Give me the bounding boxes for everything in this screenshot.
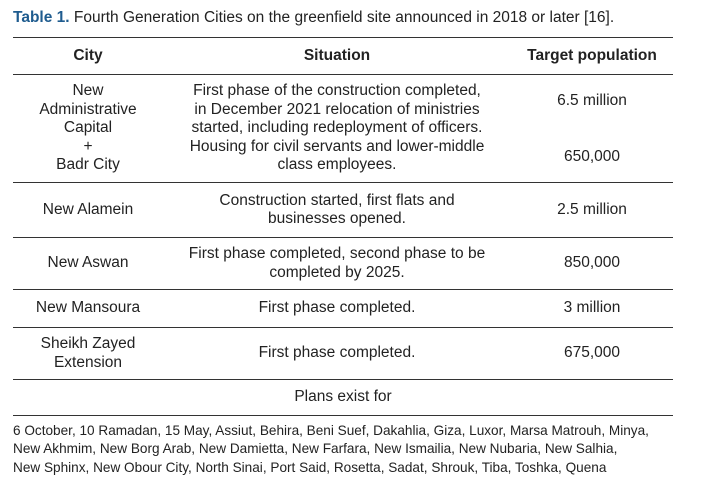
population-value: 6.5 million	[557, 92, 627, 109]
plans-city-line: New Sphinx, New Obour City, North Sinai, Port Said, Rosetta, Sadat, Shrouk, Tiba, Toshka, Quena	[13, 459, 607, 475]
table-row	[13, 328, 673, 380]
city-line: Sheikh Zayed	[40, 335, 136, 352]
situation-cell: First phase completed.	[163, 328, 511, 380]
population-cell: 2.5 million	[511, 183, 673, 238]
situation-line: class employees.	[277, 156, 397, 174]
plans-row	[13, 380, 673, 416]
city-line: Badr City	[56, 156, 120, 174]
table-caption-label: Table 1.	[13, 9, 70, 26]
situation-cell	[163, 183, 511, 238]
table-caption-text: Fourth Generation Cities on the greenfield site announced in 2018 or later [16].	[69, 9, 615, 26]
city-line: Extension	[53, 353, 123, 371]
city-cell: New Aswan	[13, 238, 163, 290]
plans-label: Plans exist for	[13, 380, 673, 416]
city-line: New	[72, 82, 104, 100]
city-line: Administrative	[39, 100, 137, 118]
population-cell: 675,000	[511, 328, 673, 380]
situation-cell: First phase completed.	[163, 290, 511, 328]
city-line: Capital	[63, 119, 113, 137]
city-cell	[13, 75, 163, 183]
table-row	[13, 290, 673, 328]
population-cell: 850,000	[511, 238, 673, 290]
table-caption	[13, 8, 693, 28]
situation-line: Housing for civil servants and lower-middle	[189, 137, 485, 155]
situation-cell	[163, 238, 511, 290]
plans-city-list	[13, 422, 689, 477]
table-row	[13, 238, 673, 290]
city-line: +	[83, 137, 93, 155]
plans-city-line: New Akhmim, New Borg Arab, New Damietta, New Farfara, New Ismailia, New Nubaria, New Salhia,	[13, 441, 618, 457]
table-row	[13, 75, 673, 183]
column-header-city: City	[13, 38, 163, 75]
table-row	[13, 183, 673, 238]
situation-line: started, including redeployment of officers.	[191, 119, 483, 137]
situation-line: in December 2021 relocation of ministries	[194, 100, 480, 118]
cities-table	[13, 37, 673, 416]
population-cell	[511, 75, 673, 183]
situation-line: completed by 2025.	[269, 263, 405, 281]
city-cell: New Mansoura	[13, 290, 163, 328]
population-cell: 3 million	[511, 290, 673, 328]
population-value: 650,000	[563, 148, 621, 165]
situation-line: Construction started, first flats and	[219, 191, 455, 209]
column-header-situation: Situation	[163, 38, 511, 75]
situation-line: businesses opened.	[268, 210, 406, 227]
table-header-row	[13, 38, 673, 75]
column-header-target-population: Target population	[511, 38, 673, 75]
city-cell: New Alamein	[13, 183, 163, 238]
situation-line: First phase of the construction completed,	[193, 82, 481, 100]
city-cell	[13, 328, 163, 380]
situation-line: First phase completed, second phase to be	[188, 245, 486, 262]
plans-city-line: 6 October, 10 Ramadan, 15 May, Assiut, Behira, Beni Suef, Dakahlia, Giza, Luxor, Marsa Matrouh, Minya,	[13, 423, 649, 438]
situation-cell	[163, 75, 511, 183]
